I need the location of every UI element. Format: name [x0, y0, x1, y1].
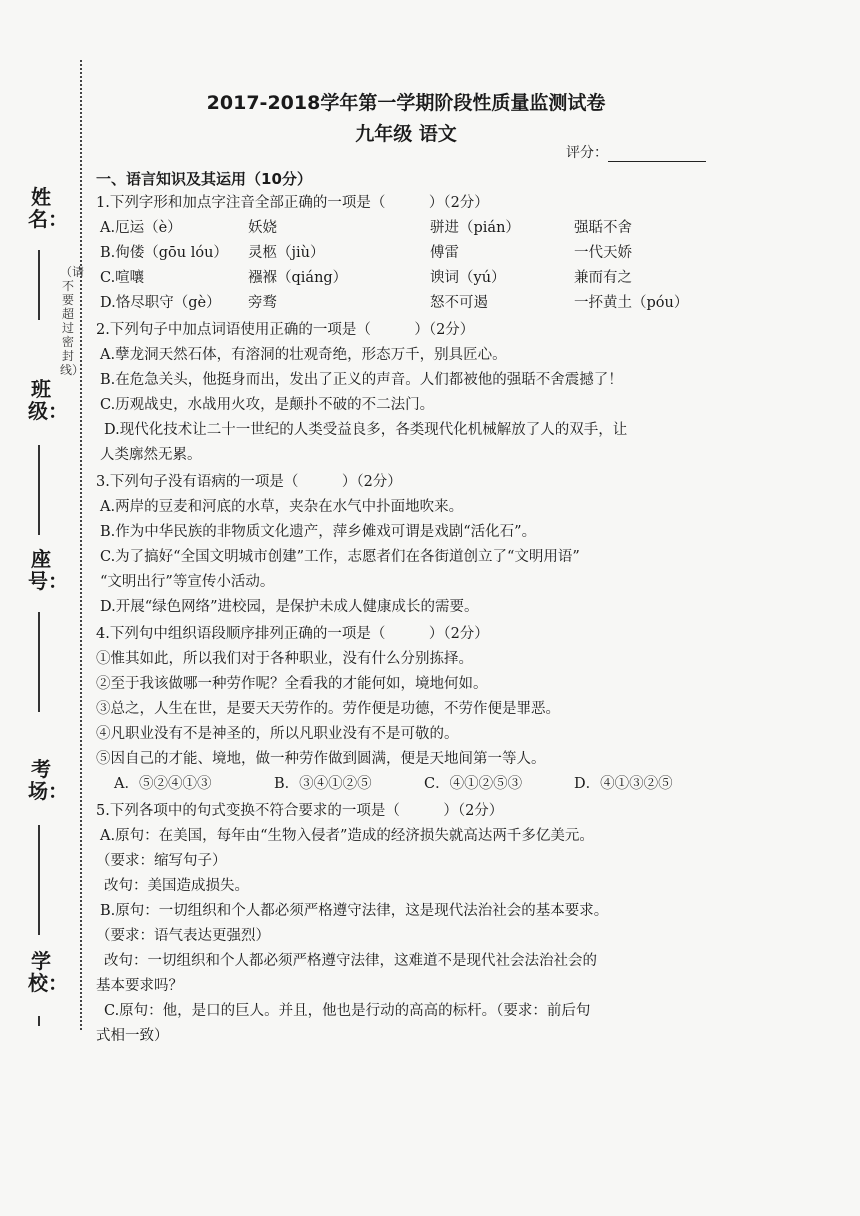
q3-option-d: D.开展“绿色网络”进校园，是保护未成人健康成长的需要。	[100, 599, 479, 615]
q1-c-2: 襁褓（qiáng）	[248, 270, 348, 286]
q4-sentence-2: ②至于我该做哪一种劳作呢？全看我的才能何如，境地何如。	[96, 676, 488, 692]
q1-c-4: 兼而有之	[574, 270, 632, 286]
class-field-line	[38, 445, 40, 535]
q1-a-1: A.厄运（è）	[100, 220, 182, 236]
q1-c-1: C.喧嚷	[100, 270, 145, 286]
q4-sentence-5: ⑤因自己的才能、境地，做一种劳作做到圆满，便是天地间第一等人。	[96, 751, 546, 767]
score-blank[interactable]	[608, 147, 706, 162]
q1-c-3: 谀词（yú）	[430, 270, 506, 286]
question-4-stem: 4.下列句中组织语段顺序排列正确的一项是（ ）（2分）	[96, 626, 489, 642]
school-field-label: 学校：	[28, 949, 68, 995]
exam-subtitle: 九年级 语文	[355, 123, 457, 145]
q5-option-b-revised-cont: 基本要求吗？	[96, 978, 183, 994]
q1-a-3: 骈进（pián）	[430, 220, 520, 236]
q4-sentence-4: ④凡职业没有不是神圣的，所以凡职业没有不是可敬的。	[96, 726, 459, 742]
q1-b-1: B.佝偻（gōu lóu）	[100, 245, 228, 261]
q4-sentence-1: ①惟其如此，所以我们对于各种职业，没有什么分别拣择。	[96, 651, 473, 667]
seat-field-line	[38, 612, 40, 712]
question-5-stem: 5.下列各项中的句式变换不符合要求的一项是（ ）（2分）	[96, 803, 504, 819]
q5-option-a-requirement: （要求：缩写句子）	[96, 853, 227, 869]
q5-option-c-cont: 式相一致）	[96, 1028, 169, 1044]
q5-option-a: A.原句：在美国，每年由“生物入侵者”造成的经济损失就高达两千多亿美元。	[100, 828, 594, 844]
question-1-stem: 1.下列字形和加点字注音全部正确的一项是（ ）（2分）	[96, 195, 489, 211]
class-field-label: 班级：	[28, 377, 68, 423]
q5-option-c: C.原句：他，是口的巨人。并且，他也是行动的高高的标杆。（要求：前后句	[104, 1003, 591, 1019]
exam-title: 2017-2018学年第一学期阶段性质量监测试卷	[206, 92, 606, 114]
q4-choice-a: A．⑤②④①③	[114, 776, 212, 792]
q1-b-4: 一代天娇	[574, 245, 632, 261]
q3-option-c-cont: “文明出行”等宣传小活动。	[100, 574, 275, 590]
q2-option-a: A.孽龙洞天然石体，有溶洞的壮观奇绝，形态万千，别具匠心。	[100, 347, 507, 363]
q1-d-1: D.恪尽职守（gè）	[100, 295, 221, 311]
q5-option-b-revised: 改句：一切组织和个人都必须严格遵守法律，这难道不是现代社会法治社会的	[104, 953, 597, 969]
school-field-line	[38, 1016, 40, 1026]
q5-option-b-requirement: （要求：语气表达更强烈）	[96, 928, 270, 944]
q3-option-a: A.两岸的豆麦和河底的水草，夹杂在水气中扑面地吹来。	[100, 499, 464, 515]
question-1-options	[96, 216, 716, 316]
q4-choice-b: B．③④①②⑤	[274, 776, 372, 792]
seal-notice: （请不要超过密封线）	[60, 265, 85, 377]
exam-room-field-line	[38, 825, 40, 935]
q2-option-b: B.在危急关头，他挺身而出，发出了正义的声音。人们都被他的强聒不舍震撼了！	[100, 372, 623, 388]
q3-option-c: C.为了搞好“全国文明城市创建”工作，志愿者们在各街道创立了“文明用语”	[100, 549, 580, 565]
q2-option-d: D.现代化技术让二十一世纪的人类受益良多，各类现代化机械解放了人的双手，让	[104, 422, 628, 438]
question-2-stem: 2.下列句子中加点词语使用正确的一项是（ ）（2分）	[96, 322, 475, 338]
name-field-line	[38, 250, 40, 320]
q1-d-2: 旁骛	[248, 295, 277, 311]
q1-b-3: 傅雷	[430, 245, 459, 261]
q1-b-2: 灵柩（jiù）	[248, 245, 325, 261]
q4-choices	[96, 772, 716, 797]
exam-paper	[96, 80, 716, 1049]
seal-dotted-line	[80, 60, 82, 1030]
binding-margin	[0, 0, 92, 1216]
score-label: 评分：	[566, 145, 608, 161]
q5-option-b: B.原句：一切组织和个人都必须严格遵守法律，这是现代法治社会的基本要求。	[100, 903, 609, 919]
q5-option-a-revised: 改句：美国造成损失。	[104, 878, 249, 894]
q1-d-3: 怒不可遏	[430, 295, 488, 311]
q1-d-4: 一抔黄土（póu）	[574, 295, 689, 311]
exam-room-field-label: 考场：	[28, 757, 68, 803]
q3-option-b: B.作为中华民族的非物质文化遗产，萍乡傩戏可谓是戏剧“活化石”。	[100, 524, 537, 540]
question-3-stem: 3.下列句子没有语病的一项是（ ）（2分）	[96, 474, 402, 490]
seat-field-label: 座号：	[28, 547, 68, 593]
q1-a-4: 强聒不舍	[574, 220, 632, 236]
q4-choice-d: D．④①③②⑤	[574, 776, 673, 792]
q2-option-c: C.历观战史，水战用火攻，是颠扑不破的不二法门。	[100, 397, 435, 413]
section-heading: 一、语言知识及其运用（10分）	[96, 170, 312, 188]
q1-a-2: 妖娆	[248, 220, 277, 236]
name-field-label: 姓名：	[28, 185, 68, 231]
q4-sentence-3: ③总之，人生在世，是要天天劳作的。劳作便是功德，不劳作便是罪恶。	[96, 701, 560, 717]
q2-option-d-cont: 人类廓然无累。	[100, 447, 202, 463]
q4-choice-c: C．④①②⑤③	[424, 776, 523, 792]
